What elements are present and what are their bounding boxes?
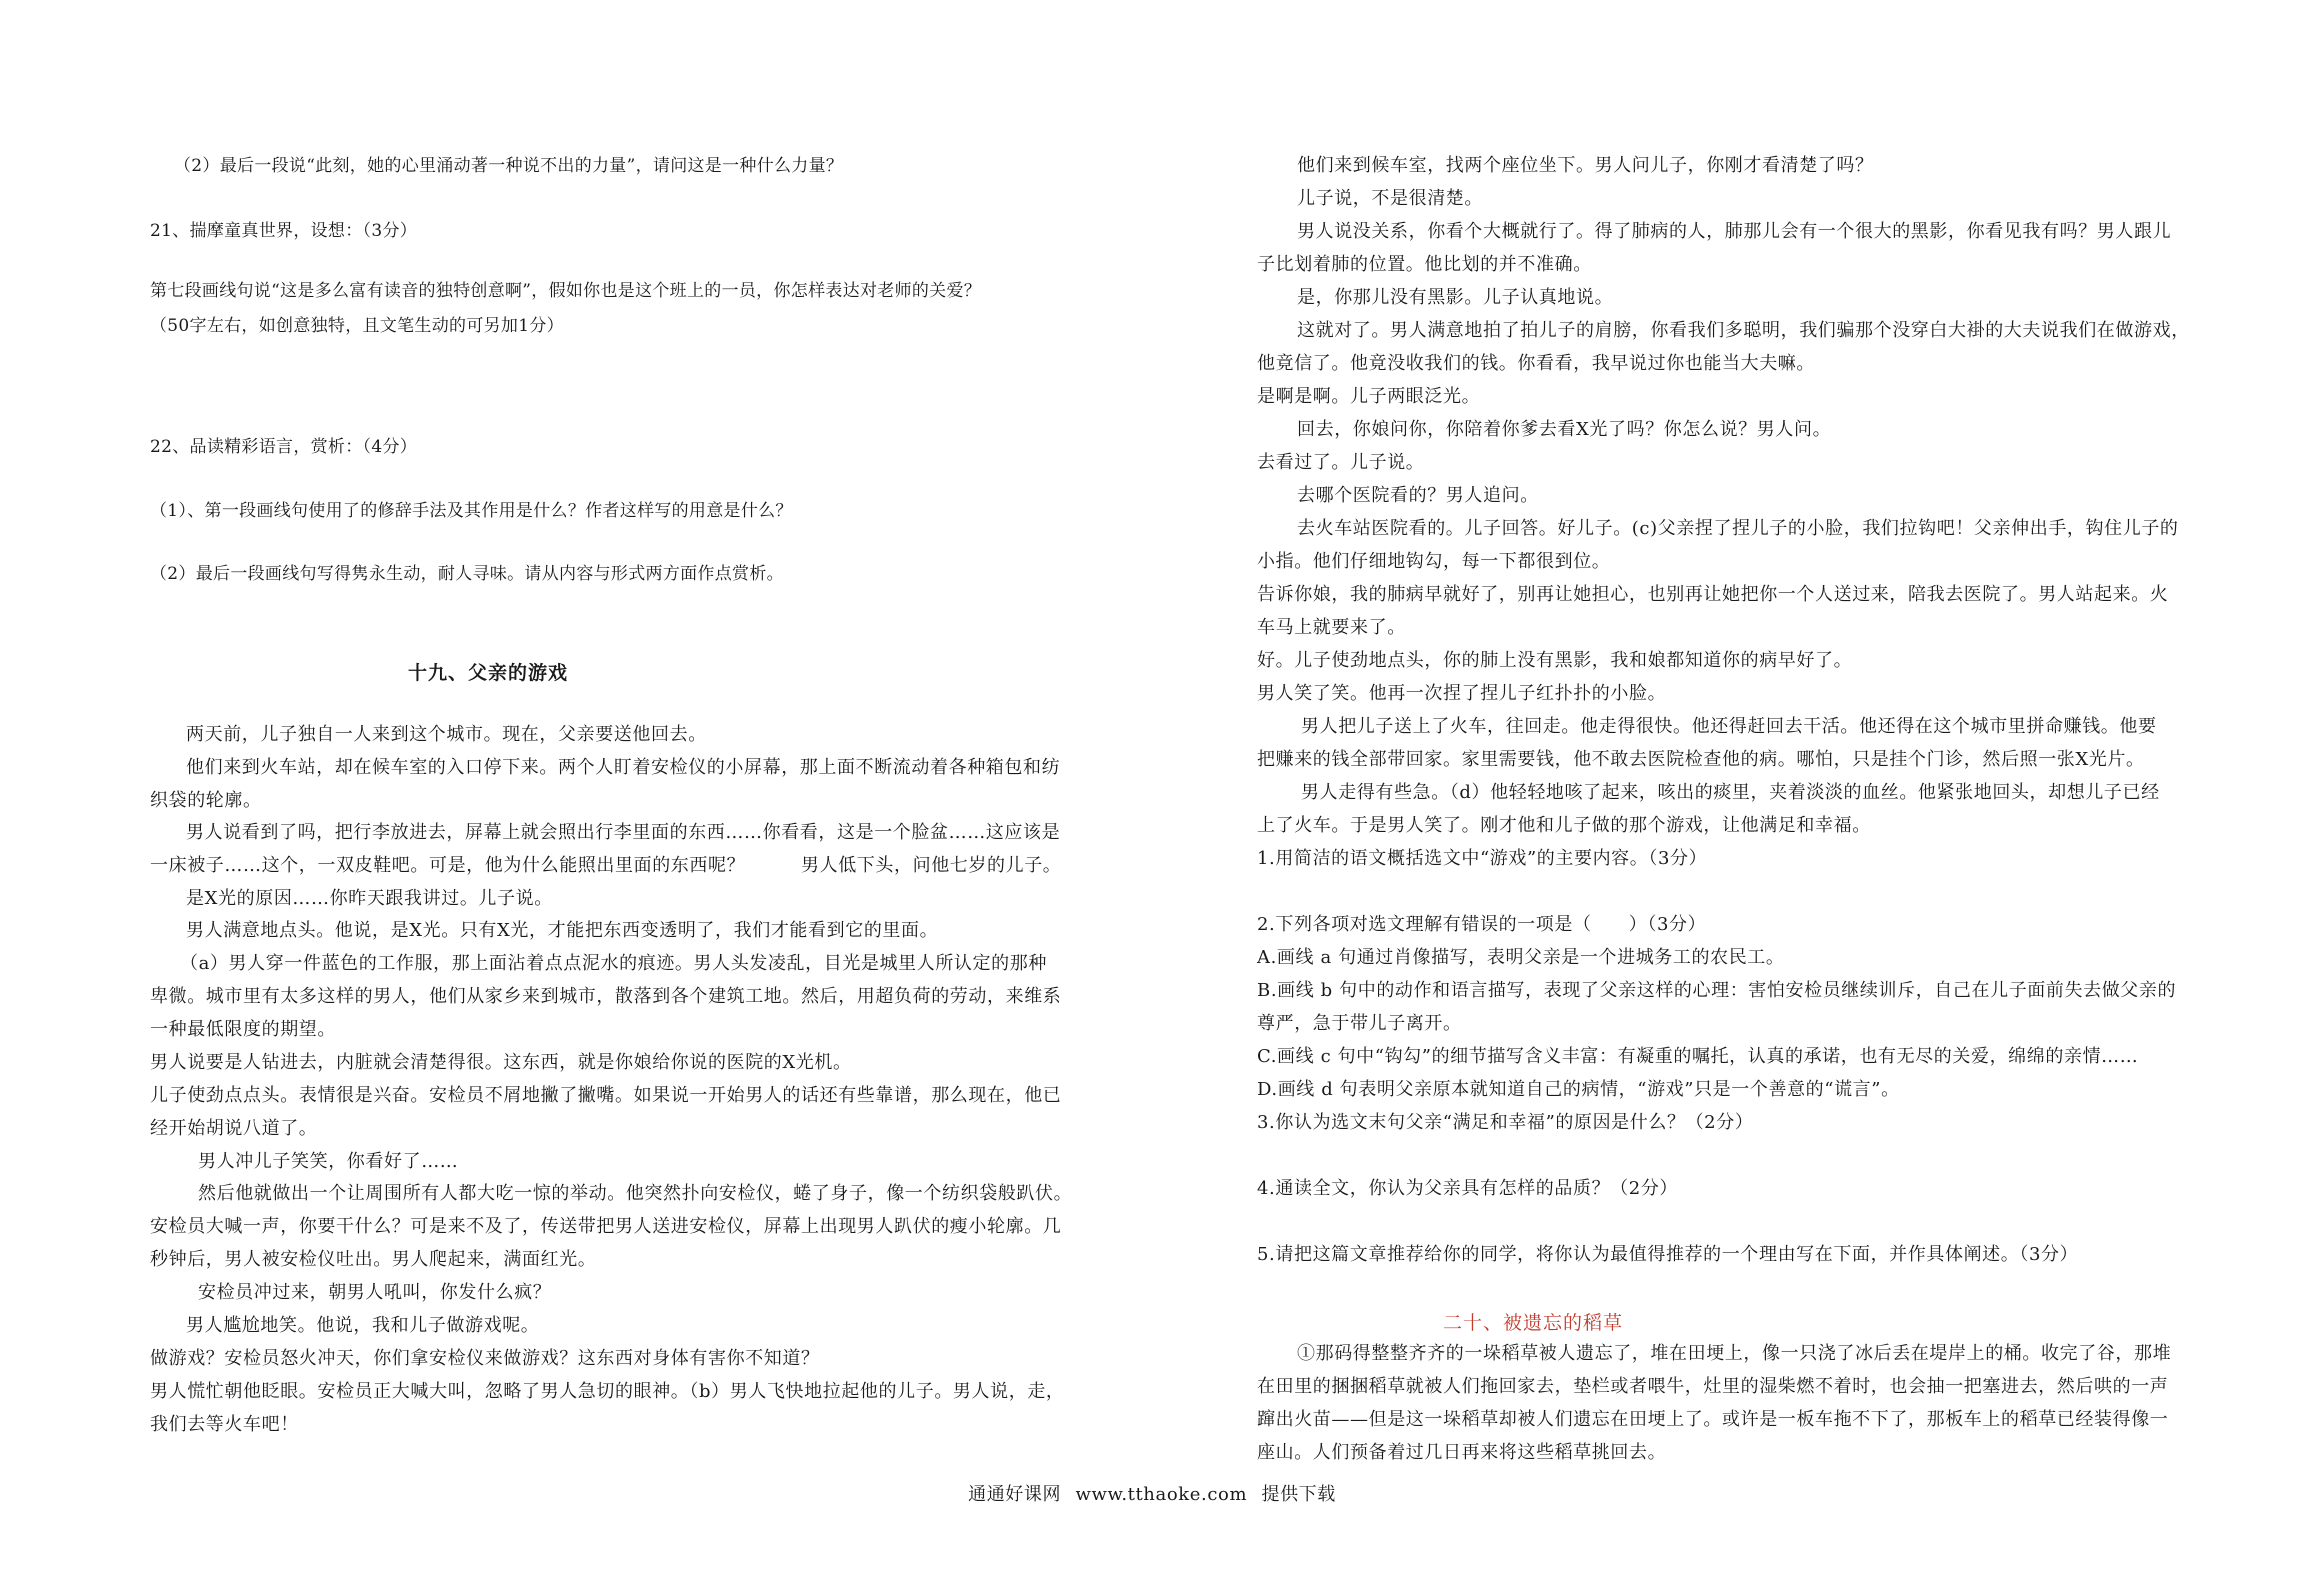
question-22-title: 22、品读精彩语言，赏析：（4分） xyxy=(150,437,418,457)
story-line: 安检员冲过来，朝男人吼叫，你发什么疯？ xyxy=(198,1282,552,1303)
question-3: 3.你认为选文末句父亲“满足和幸福”的原因是什么？（2分） xyxy=(1257,1112,1754,1133)
story-line: 回去，你娘问你，你陪着你爹去看X光了吗？你怎么说？男人问。 xyxy=(1297,419,1832,440)
story-line: 男人把儿子送上了火车，往回走。他走得很快。他还得赶回去干活。他还得在这个城市里拼命赚钱。他要 xyxy=(1301,716,2157,737)
story-line: 男人尴尬地笑。他说，我和儿子做游戏呢。 xyxy=(186,1315,540,1336)
story-line: 这就对了。男人满意地拍了拍儿子的肩膀，你看我们多聪明，我们骗那个没穿白大褂的大夫说我们在做游戏， xyxy=(1297,320,2190,341)
question-22-1: （1）、第一段画线句使用了的修辞手法及其作用是什么？作者这样写的用意是什么？ xyxy=(150,501,793,521)
story-line: 是，你那儿没有黑影。儿子认真地说。 xyxy=(1297,287,1614,308)
story-line: 男人说要是人钻进去，内脏就会清楚得很。这东西，就是你娘给你说的医院的X光机。 xyxy=(150,1052,852,1073)
story-line: 小指。他们仔细地钩勾，每一下都很到位。 xyxy=(1257,551,1611,572)
story-line: 做游戏？安检员怒火冲天，你们拿安检仪来做游戏？这东西对身体有害你不知道？ xyxy=(150,1348,820,1369)
story-line: 男人笑了笑。他再一次捏了捏儿子红扑扑的小脸。 xyxy=(1257,683,1667,704)
story-line: 在田里的捆捆稻草就被人们拖回家去，垫栏或者喂牛，灶里的湿柴燃不着时，也会抽一把塞进去，然后哄的一声 xyxy=(1257,1376,2169,1397)
story-line: 把赚来的钱全部带回家。家里需要钱，他不敢去医院检查他的病。哪怕，只是挂个门诊，然后照一张X光片。 xyxy=(1257,749,2145,770)
option-b: B.画线 b 句中的动作和语言描写，表现了父亲这样的心理：害怕安检员继续训斥，自己在儿子面前失去做父亲的 xyxy=(1257,980,2177,1001)
story-line: 男人走得有些急。（d）他轻轻地咳了起来，咳出的痰里，夹着淡淡的血丝。他紧张地回头，却想儿子已经 xyxy=(1301,782,2160,803)
story-line: 蹿出火苗——但是这一垛稻草却被人们遗忘在田埂上了。或许是一板车拖不下了，那板车上的稻草已经装得像一 xyxy=(1257,1409,2169,1430)
story-line: 是啊是啊。儿子两眼泛光。 xyxy=(1257,386,1481,407)
story-line: 子比划着肺的位置。他比划的并不准确。 xyxy=(1257,254,1592,275)
story-line: 一种最低限度的期望。 xyxy=(150,1019,336,1040)
story-line: 好。儿子使劲地点头，你的肺上没有黑影，我和娘都知道你的病早好了。 xyxy=(1257,650,1853,671)
story-line: 我们去等火车吧！ xyxy=(150,1414,299,1435)
story-line: 一床被子……这个，一双皮鞋吧。可是，他为什么能照出里面的东西呢？ 男人低下头，问他七岁的儿子。 xyxy=(150,855,1062,876)
story-line: 告诉你娘，我的肺病早就好了，别再让她担心，也别再让她把你一个人送过来，陪我去医院了。男人站起来。火 xyxy=(1257,584,2169,605)
story-line: 安检员大喊一声，你要干什么？可是来不及了，传送带把男人送进安检仪，屏幕上出现男人趴伏的瘦小轮廓。几 xyxy=(150,1216,1062,1237)
question-2: 2.下列各项对选文理解有错误的一项是（ ）（3分） xyxy=(1257,914,1707,935)
question-1: 1.用简洁的语文概括选文中“游戏”的主要内容。（3分） xyxy=(1257,848,1708,869)
story-line: 男人说没关系，你看个大概就行了。得了肺病的人，肺那儿会有一个很大的黑影，你看见我有吗？男人跟儿 xyxy=(1297,221,2172,242)
story-line: ①那码得整整齐齐的一垛稻草被人遗忘了，堆在田埂上，像一只浇了冰后丢在堤岸上的桶。收完了谷，那堆 xyxy=(1297,1343,2172,1364)
question-20-2: （2）最后一段说“此刻，她的心里涌动著一种说不出的力量”，请问这是一种什么力量？ xyxy=(174,156,844,176)
question-4: 4.通读全文，你认为父亲具有怎样的品质？（2分） xyxy=(1257,1178,1679,1199)
story-line: 去哪个医院看的？男人追问。 xyxy=(1297,485,1539,506)
question-21-note: （50字左右，如创意独特，且文笔生动的可另加1分） xyxy=(150,316,564,336)
story-line: 去火车站医院看的。儿子回答。好儿子。(c)父亲捏了捏儿子的小脸，我们拉钩吧！父亲伸出手，钩住儿子的 xyxy=(1297,518,2179,539)
footer-site-name: 通通好课网 xyxy=(968,1484,1062,1505)
story-line: 是X光的原因……你昨天跟我讲过。儿子说。 xyxy=(186,888,553,909)
story-line: 儿子说，不是很清楚。 xyxy=(1297,188,1483,209)
footer-suffix: 提供下载 xyxy=(1261,1484,1336,1505)
question-5: 5.请把这篇文章推荐给你的同学，将你认为最值得推荐的一个理由写在下面，并作具体阐述。（3分） xyxy=(1257,1244,2079,1265)
option-d: D.画线 d 句表明父亲原本就知道自己的病情，“游戏”只是一个善意的“谎言”。 xyxy=(1257,1079,1900,1100)
story-line: 上了火车。于是男人笑了。刚才他和儿子做的那个游戏，让他满足和幸福。 xyxy=(1257,815,1871,836)
story-line: 男人慌忙朝他眨眼。安检员正大喊大叫，忽略了男人急切的眼神。（b）男人飞快地拉起他的儿子。男人说，走， xyxy=(150,1381,1065,1402)
option-b-cont: 尊严，急于带儿子离开。 xyxy=(1257,1013,1462,1034)
option-c: C.画线 c 句中“钩勾”的细节描写含义丰富：有凝重的嘱托，认真的承诺，也有无尽的关爱，绵绵的亲情…… xyxy=(1257,1046,2139,1067)
story-line: 他竟信了。他竟没收我们的钱。你看看，我早说过你也能当大夫嘛。 xyxy=(1257,353,1815,374)
story-title-forgotten-straw: 二十、被遗忘的稻草 xyxy=(1443,1312,1624,1334)
story-line: 两天前，儿子独自一人来到这个城市。现在，父亲要送他回去。 xyxy=(186,724,707,745)
question-22-2: （2）最后一段画线句写得隽永生动，耐人寻味。请从内容与形式两方面作点赏析。 xyxy=(150,564,784,584)
story-line: 织袋的轮廓。 xyxy=(150,790,262,811)
story-line: 男人满意地点头。他说，是X光。只有X光，才能把东西变透明了，我们才能看到它的里面。 xyxy=(186,920,939,941)
story-line: 去看过了。儿子说。 xyxy=(1257,452,1425,473)
story-title-father-game: 十九、父亲的游戏 xyxy=(408,662,569,684)
story-line: 然后他就做出一个让周围所有人都大吃一惊的举动。他突然扑向安检仪，蜷了身子，像一个纺织袋般趴伏。 xyxy=(198,1183,1073,1204)
story-line: 经开始胡说八道了。 xyxy=(150,1118,318,1139)
story-line: 秒钟后，男人被安检仪吐出。男人爬起来，满面红光。 xyxy=(150,1249,597,1270)
question-21-body: 第七段画线句说“这是多么富有读音的独特创意啊”，假如你也是这个班上的一员，你怎样表达对老师的关爱？ xyxy=(150,281,982,301)
question-21-title: 21、揣摩童真世界，设想：（3分） xyxy=(150,221,418,241)
story-line: 他们来到候车室，找两个座位坐下。男人问儿子，你刚才看清楚了吗？ xyxy=(1297,155,1874,176)
story-line: 座山。人们预备着过几日再来将这些稻草挑回去。 xyxy=(1257,1442,1667,1463)
story-line: 男人冲儿子笑笑，你看好了…… xyxy=(198,1151,459,1172)
footer-url[interactable]: www.tthaoke.com xyxy=(1075,1484,1248,1505)
story-line: 男人说看到了吗，把行李放进去，屏幕上就会照出行李里面的东西……你看看，这是一个脸盆……这应该是 xyxy=(186,822,1061,843)
page-footer xyxy=(0,1480,2304,1506)
story-line: 他们来到火车站，却在候车室的入口停下来。两个人盯着安检仪的小屏幕，那上面不断流动着各种箱包和纺 xyxy=(186,757,1061,778)
option-a: A.画线 a 句通过肖像描写，表明父亲是一个进城务工的农民工。 xyxy=(1257,947,1785,968)
story-line: （a）男人穿一件蓝色的工作服，那上面沾着点点泥水的痕迹。男人头发凌乱，目光是城里人所认定的那种 xyxy=(180,953,1047,974)
story-line: 儿子使劲点点头。表情很是兴奋。安检员不屑地撇了撇嘴。如果说一开始男人的话还有些靠谱，那么现在，他已 xyxy=(150,1085,1062,1106)
story-line: 车马上就要来了。 xyxy=(1257,617,1406,638)
story-line: 卑微。城市里有太多这样的男人，他们从家乡来到城市，散落到各个建筑工地。然后，用超负荷的劳动，来维系 xyxy=(150,986,1062,1007)
